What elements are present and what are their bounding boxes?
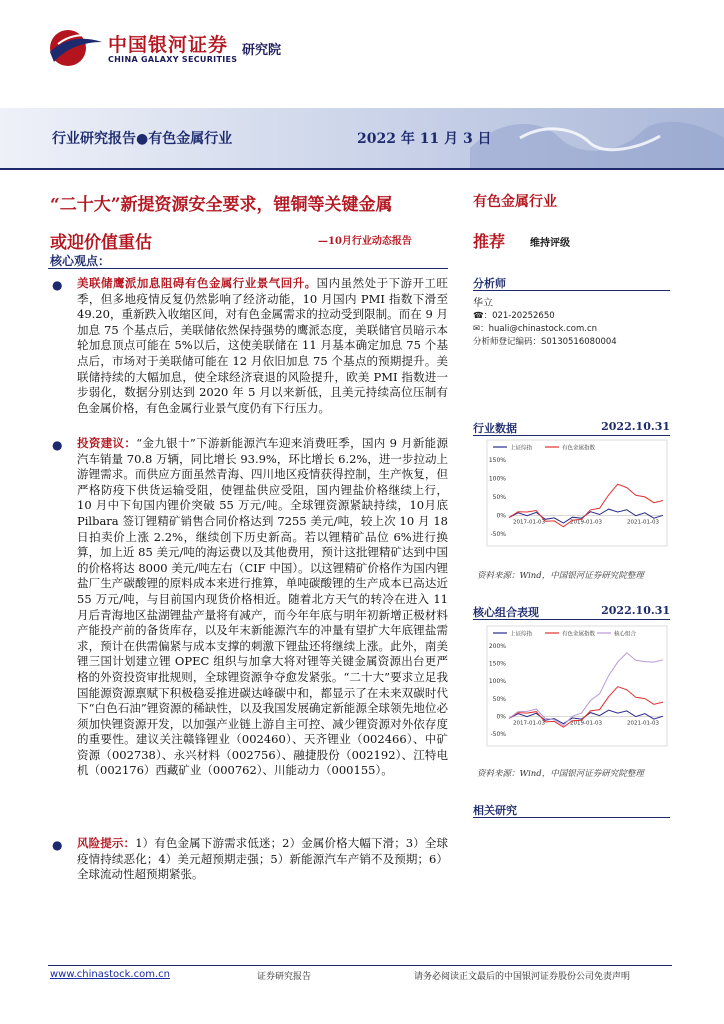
- report-title-line2: 或迎价值重估: [50, 233, 152, 253]
- institute-label: 研究院: [242, 43, 282, 58]
- footer-website-link[interactable]: www.chinastock.com.cn: [50, 969, 170, 980]
- legend-label: 上证综指: [510, 631, 533, 638]
- chart-frame: [487, 440, 667, 546]
- legend-label: 有色金属指数: [562, 631, 596, 638]
- y-tick-label: 200%: [488, 643, 506, 650]
- industry-data-chart: [473, 438, 670, 548]
- legend-label: 核心组合: [614, 631, 637, 638]
- core-views-heading: 核心观点：: [50, 254, 111, 268]
- paragraph-risk: [77, 836, 448, 883]
- y-tick-label: 100%: [488, 678, 506, 686]
- related-research-divider: [473, 817, 670, 818]
- x-tick-label: 2021-01-03: [627, 720, 659, 727]
- y-tick-label: 0%: [496, 713, 506, 721]
- portfolio-date: 2022.10.31: [601, 604, 670, 617]
- legend-label: 有色金属指数: [562, 445, 596, 452]
- x-tick-label: 2021-01-03: [627, 519, 659, 526]
- paragraph-macro-highlight: 美联储鹰派加息阻碍有色金属行业景气回升。: [77, 276, 317, 290]
- y-tick-label: 150%: [488, 660, 506, 668]
- paragraph-risk-text: 1）有色金属下游需求低迷；2）金属价格大幅下滑；3）全球疫情持续恶化；4）美元超预期走强；5）新能源汽车产销不及预期；6）全球流动性超预期紧张。: [77, 836, 449, 882]
- report-title-line1: “二十大”新提资源安全要求，锂铜等关键金属: [50, 195, 393, 215]
- report-date: 2022 年 11 月 3 日: [357, 131, 492, 147]
- footer-divider: [48, 965, 672, 966]
- paragraph-risk-highlight: 风险提示：: [77, 836, 136, 850]
- paragraph-macro-text: 国内虽然处于下游开工旺季，但多地疫情反复仍然影响了经济动能，10 月国内 PMI 指数下滑至 49.20，重新跌入收缩区间，对有色金属需求的拉动受到限制。而在 9 月加息 75 个基点后，美联储依然保持强势的鹰派态度，美联储官员暗示本轮加息顶点可能在 5%以后，这使美联储在 11 月基本确定加息 75 个基点后，市场对于美联储可能在 12 月依旧加息 75 个基点的预期提升。美联储持续的大幅加息，使全球经济衰退的风险提升，欧美 PMI 指数进一步弱化，数据分别达到 2020 年 5 月以来新低，且美元持续高位压制有色金属价格，有色金属行业景气度仍有下行压力。: [77, 276, 449, 415]
- bullet-icon: ●: [52, 838, 63, 852]
- x-tick-label: 2017-01-03: [513, 720, 545, 727]
- report-subtitle: —10月行业动态报告: [318, 236, 412, 247]
- paragraph-macro: [77, 276, 448, 416]
- portfolio-chart: [473, 624, 670, 748]
- footer-disclaimer: 请务必阅读正文最后的中国银河证券股份公司免责声明: [414, 972, 631, 982]
- paragraph-investment: [77, 436, 448, 779]
- paragraph-investment-text: “金九银十”下游新能源汽车迎来消费旺季，国内 9 月新能源汽车销量 70.8 万辆，同比增长 93.9%，环比增长 6.2%，进一步拉动上游锂需求。而供应方面虽然青海、四川地区疫情获得控制，生产恢复，但严格防疫下供货运输受阻，使锂盐供应受阻，国内锂盐价格继续上行，10 月中下旬国内锂价突破 55 万元/吨。全球锂资源紧缺持续，10月底Pilbara 签订锂精矿销售合同价格达到 7255 美元/吨，较上次 10 月 18 日拍卖价上涨 2.2%，继续创下历史新高。若以锂精矿品位 6%进行换算，加上近 85 美元/吨的海运费以及其他费用，预计这批锂精矿达到中国的价格将达 8000 美元/吨左右（CIF 中国）。以这锂精矿价格作为国内锂盐厂生产碳酸锂的原料成本来进行推算，单吨碳酸锂的生产成本已高达近 55 万元/吨，与目前国内现货价格相近。随着北方天气的转冷在进入 11 月后青海地区盐湖锂盐产量将有减产，而今年年底与明年初新增正极材料产能投产前的备货库存，以及年末新能源汽车的冲量有望扩大年底锂盐需求，预计在供需偏紧与成本支撑的刺激下锂盐还将继续上涨。此外，南美锂三国计划建立锂 OPEC 组织与加拿大将对锂等关键金属资源出台更严格的外资投资审批规则，全球锂资源争夺愈发紧张。“二十大”要求立足我国能源资源禀赋下积极稳妥推进碳达峰碳中和，都显示了在未来双碳时代下“白色石油”锂资源的稀缺性，以及我国发展确定新能源全球领先地位必须加快锂资源开发，以加强产业链上游自主可控、减少锂资源对外依存度的重要性。建议关注赣锋锂业（002460）、天齐锂业（002466）、中矿资源（002738）、永兴材料（002756）、融捷股份（002192）、江特电机（002176）西藏矿业（000762）、川能动力（000155）。: [77, 436, 449, 778]
- rating-value: 推荐: [473, 232, 506, 251]
- brand-name-cn: 中国银河证券: [108, 34, 229, 56]
- industry-data-source: 资料来源：Wind，中国银河证券研究院整理: [477, 571, 644, 581]
- y-tick-label: 50%: [492, 494, 506, 501]
- portfolio-heading: 核心组合表现: [473, 606, 539, 619]
- legend-label: 上证综指: [510, 445, 533, 452]
- bullet-icon: ●: [52, 278, 63, 292]
- analyst-divider: [473, 290, 670, 291]
- y-tick-label: -50%: [490, 531, 506, 538]
- portfolio-source: 资料来源：Wind，中国银河证券研究院整理: [477, 769, 644, 779]
- industry-data-heading: 行业数据: [473, 422, 517, 435]
- footer-report-label: 证券研究报告: [257, 972, 312, 982]
- y-tick-label: 100%: [488, 475, 506, 483]
- paragraph-investment-highlight: 投资建议：: [77, 436, 137, 450]
- x-tick-label: 2019-01-03: [570, 519, 602, 526]
- y-tick-label: 50%: [492, 695, 506, 703]
- analyst-email-text: ✉：huali@chinastock.com.cn: [473, 324, 598, 334]
- report-type: 行业研究报告●有色金属行业: [52, 131, 233, 147]
- galaxy-logo-icon: [44, 22, 104, 70]
- portfolio-divider: [473, 619, 670, 620]
- rating-note: 维持评级: [530, 238, 570, 249]
- analyst-cert: 分析师登记编码：S0130516080004: [473, 337, 617, 347]
- brand-name-en: CHINA GALAXY SECURITIES: [108, 55, 238, 64]
- analyst-email[interactable]: [473, 322, 597, 334]
- bullet-icon: ●: [52, 438, 63, 452]
- chart-frame: [487, 626, 667, 746]
- y-tick-label: 150%: [488, 457, 506, 464]
- y-tick-label: 0%: [496, 512, 506, 520]
- sector-name: 有色金属行业: [473, 194, 557, 210]
- title-divider: [48, 268, 448, 269]
- x-tick-label: 2017-01-03: [513, 519, 545, 526]
- related-research-heading: 相关研究: [473, 804, 517, 817]
- x-tick-label: 2019-01-03: [570, 720, 602, 727]
- y-tick-label: -50%: [490, 731, 506, 738]
- industry-data-divider: [473, 435, 670, 436]
- industry-data-date: 2022.10.31: [601, 420, 670, 433]
- analyst-heading: 分析师: [473, 277, 506, 290]
- analyst-name: 华立: [473, 298, 493, 309]
- analyst-phone: ☎：021-20252650: [473, 311, 555, 321]
